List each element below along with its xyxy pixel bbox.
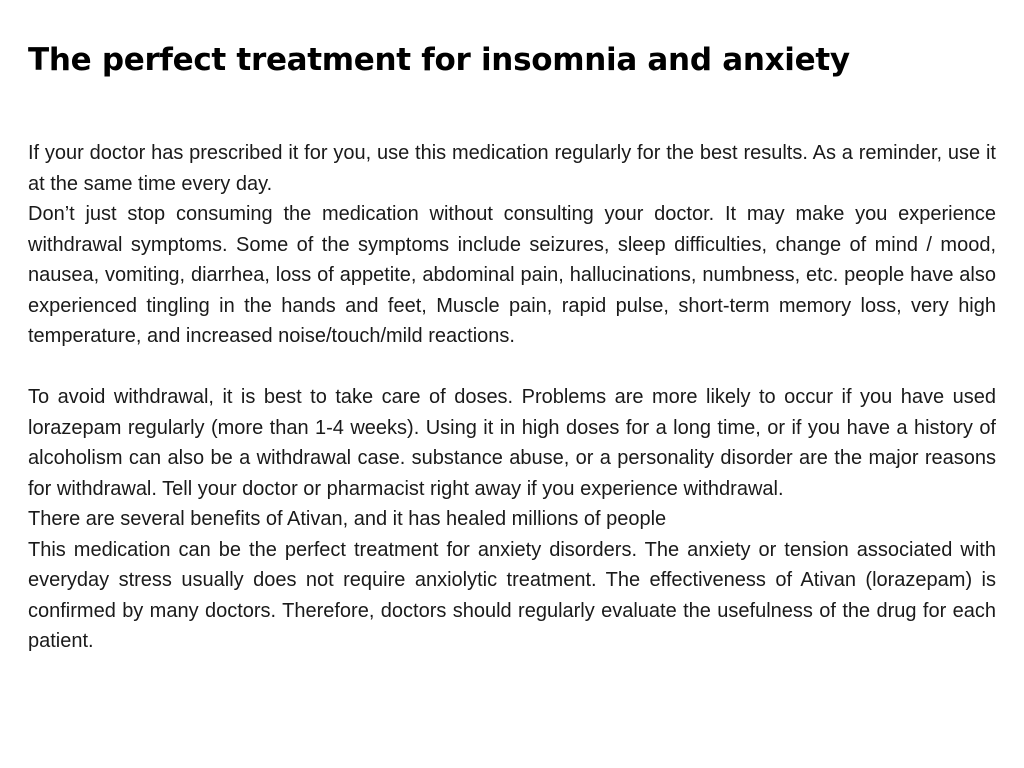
paragraph-usage: If your doctor has prescribed it for you, use this medication regularly for the best results. As a reminder, use it at the same time every day. — [28, 142, 996, 195]
paragraph-withdrawal-symptoms: Don’t just stop consuming the medication without consulting your doctor. It may make you experience withdrawal symptoms. Some of the symptoms include seizures, sleep difficulties, change of mind / mood, nausea, vomiting, diarrhea, loss of appetite, abdominal pain, hallucinations, numbness, etc. people have also experienced tingling in the hands and feet, Muscle pain, rapid pulse, short-term memory loss, very high temperature, and increased noise/touch/mild reactions. — [28, 203, 996, 347]
paragraph-spacer — [28, 352, 996, 383]
paragraph-benefits-heading: There are several benefits of Ativan, and it has healed millions of people — [28, 508, 667, 530]
paragraph-effectiveness: This medication can be the perfect treatment for anxiety disorders. The anxiety or tension associated with everyday stress usually does not require anxiolytic treatment. The effectiveness of Ativan (lorazepam) is confirmed by many doctors. Therefore, doctors should regularly evaluate the usefulness of the drug for each patient. — [28, 538, 996, 652]
page-title: The perfect treatment for insomnia and anxiety — [28, 42, 850, 78]
paragraph-avoid-withdrawal: To avoid withdrawal, it is best to take care of doses. Problems are more likely to occur if you have used lorazepam regularly (more than 1-4 weeks). Using it in high doses for a long time, or if you have a history of alcoholism can also be a withdrawal case. substance abuse, or a personality disorder are the major reasons for withdrawal. Tell your doctor or pharmacist right away if you experience withdrawal. — [28, 386, 996, 500]
body-text — [28, 138, 996, 657]
